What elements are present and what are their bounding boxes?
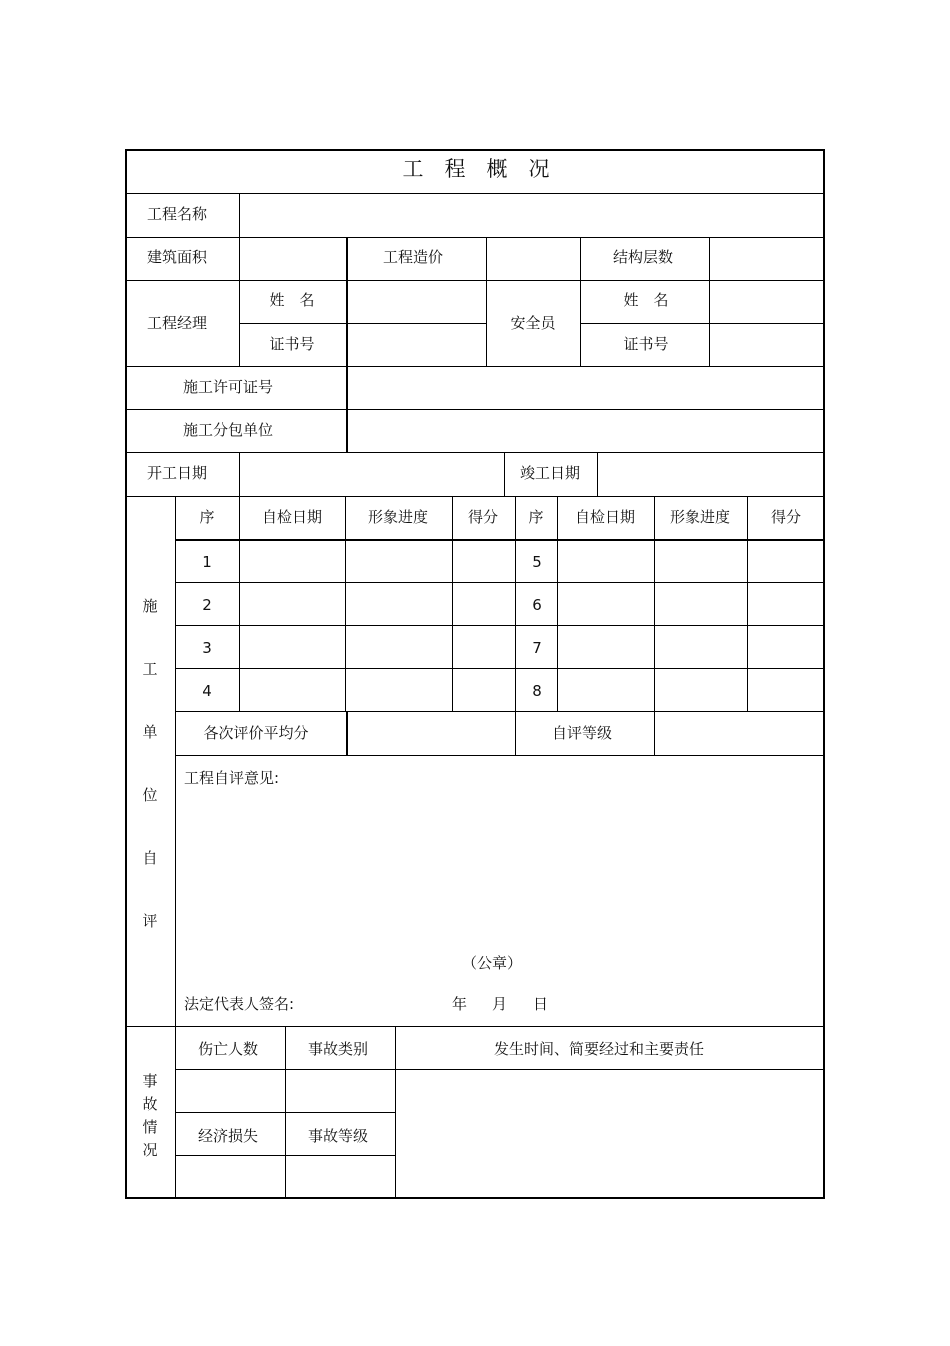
rule [127, 193, 825, 194]
casualties-label: 伤亡人数 [197, 1040, 259, 1058]
rule [504, 452, 505, 496]
project-overview-form [125, 149, 825, 1199]
date-day-label: 日 [533, 995, 549, 1013]
seq-number: 4 [202, 682, 212, 700]
rule [127, 1026, 825, 1027]
self-eval-side-char: 位 [142, 786, 158, 804]
score-header-right: 得分 [770, 508, 802, 526]
seal-label: （公章） [461, 954, 523, 972]
rule [709, 237, 710, 366]
rule [345, 496, 346, 711]
rule [175, 625, 825, 626]
rule [580, 237, 581, 366]
rule [557, 496, 558, 711]
seq-number: 1 [202, 553, 212, 571]
accident-description-label: 发生时间、简要经过和主要责任 [493, 1040, 705, 1058]
rule [175, 668, 825, 669]
rule [597, 452, 598, 496]
safety-certificate-label: 证书号 [623, 335, 669, 353]
subcontractor-label: 施工分包单位 [183, 421, 274, 439]
seq-number: 8 [532, 682, 542, 700]
manager-certificate-label: 证书号 [269, 335, 315, 353]
legal-rep-signature-label: 法定代表人签名: [184, 995, 295, 1013]
opinion-label: 工程自评意见: [184, 769, 280, 787]
rule [127, 496, 825, 497]
start-date-label: 开工日期 [147, 464, 208, 482]
rule [285, 1026, 286, 1199]
rule [747, 496, 748, 711]
seq-number: 3 [202, 639, 212, 657]
rule [654, 496, 655, 755]
self-eval-side-char: 工 [142, 660, 158, 678]
building-area-label: 建筑面积 [147, 248, 208, 266]
manager-name-label: 姓 名 [269, 291, 315, 309]
rule [395, 1026, 396, 1199]
safety-officer-label: 安全员 [510, 314, 556, 332]
progress-header-left: 形象进度 [367, 508, 429, 526]
self-eval-side-char: 单 [142, 723, 158, 741]
date-month-label: 月 [492, 995, 508, 1013]
check-date-header-left: 自检日期 [261, 508, 323, 526]
rule [239, 193, 240, 366]
rule [346, 237, 348, 452]
rule [581, 323, 825, 324]
accident-side-char: 事 [142, 1072, 158, 1090]
rule [127, 280, 825, 281]
rule [239, 452, 240, 496]
progress-header-right: 形象进度 [669, 508, 731, 526]
avg-score-label: 各次评价平均分 [203, 724, 309, 742]
rule [452, 496, 453, 711]
rule [127, 452, 825, 453]
rule [175, 582, 825, 583]
score-header-left: 得分 [467, 508, 499, 526]
accident-grade-label: 事故等级 [307, 1127, 369, 1145]
safety-name-label: 姓 名 [623, 291, 669, 309]
project-name-label: 工程名称 [147, 205, 208, 223]
rule [175, 1069, 825, 1070]
project-cost-label: 工程造价 [382, 248, 444, 266]
form-title: 工 程 概 况 [402, 157, 550, 181]
accident-side-char: 况 [142, 1141, 158, 1159]
seq-number: 5 [532, 553, 542, 571]
construction-permit-label: 施工许可证号 [183, 378, 274, 396]
seq-header-right: 序 [528, 508, 544, 526]
rule [175, 711, 825, 712]
seq-number: 2 [202, 596, 212, 614]
rule [127, 366, 825, 367]
structure-floors-label: 结构层数 [612, 248, 674, 266]
rule [175, 539, 825, 541]
check-date-header-right: 自检日期 [574, 508, 636, 526]
rule [239, 323, 487, 324]
seq-header-left: 序 [199, 508, 215, 526]
rule [486, 237, 487, 366]
accident-category-label: 事故类别 [307, 1040, 369, 1058]
rule [175, 755, 825, 756]
date-year-label: 年 [452, 995, 468, 1013]
rule [239, 496, 240, 711]
rule [346, 711, 348, 755]
rule [175, 496, 176, 1026]
accident-side-char: 故 [142, 1095, 158, 1113]
seq-number: 6 [532, 596, 542, 614]
rule [127, 237, 825, 238]
project-manager-label: 工程经理 [147, 314, 208, 332]
completion-date-label: 竣工日期 [519, 464, 581, 482]
self-eval-side-char: 自 [142, 849, 158, 867]
self-eval-side-char: 评 [142, 912, 158, 930]
rule [127, 409, 825, 410]
seq-number: 7 [532, 639, 542, 657]
accident-side-char: 情 [142, 1118, 158, 1136]
rule [515, 496, 516, 755]
rule [175, 1026, 176, 1199]
self-eval-side-char: 施 [142, 597, 158, 615]
economic-loss-label: 经济损失 [197, 1127, 259, 1145]
self-grade-label: 自评等级 [551, 724, 613, 742]
